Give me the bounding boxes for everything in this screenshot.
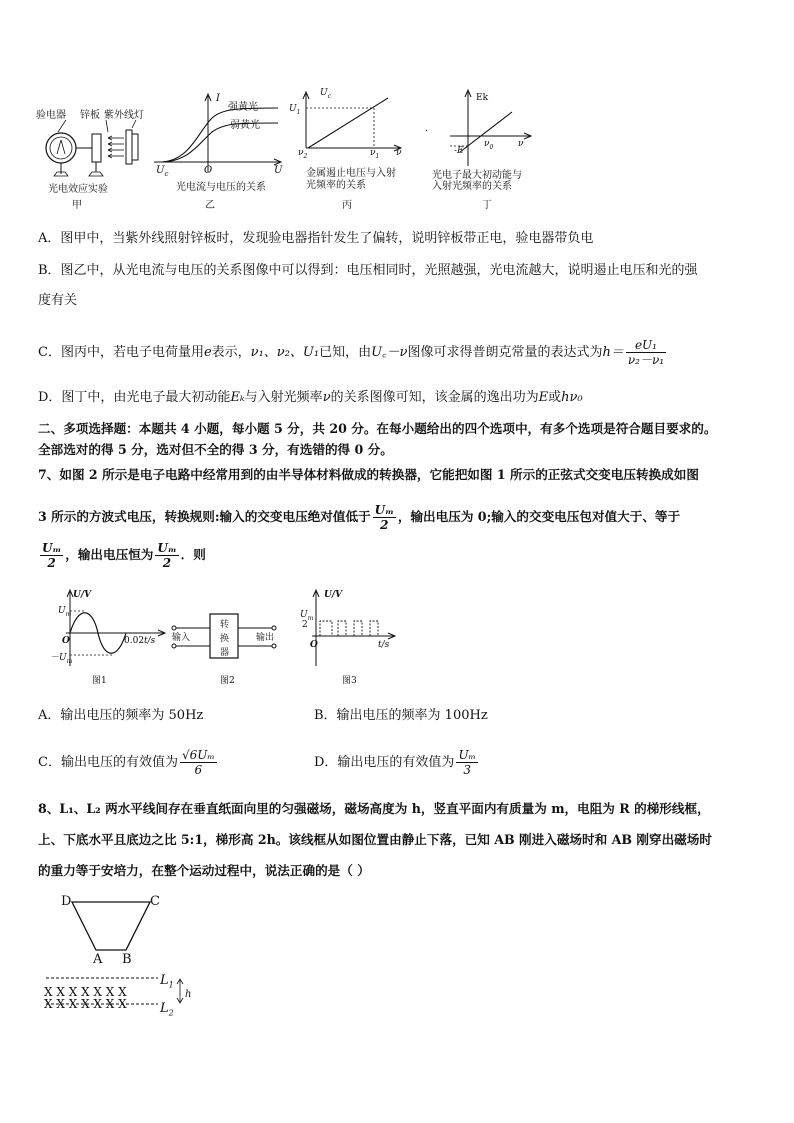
fig-yi-origin: O bbox=[204, 165, 213, 176]
q7-stem-line3 bbox=[38, 541, 206, 570]
q7-stem-line2 bbox=[38, 503, 680, 532]
q7-d-fraction: $\frac{\text{Uₘ}}{3}$ bbox=[458, 748, 476, 777]
q6-c-fraction: $\frac{\text{eU₁}}{\text{ν₂－ν₁}}$ bbox=[627, 338, 665, 367]
q7-fig3-caption: 图3 bbox=[342, 676, 357, 686]
fig-jia-caption: 光电效应实验 bbox=[48, 184, 108, 195]
q7-fig1-t-value: 0.02 bbox=[124, 636, 145, 646]
q7-fig1-caption: 图1 bbox=[92, 676, 107, 686]
fig-yi-caption: 光电流与电压的关系 bbox=[176, 182, 266, 193]
q7-fig2-box-char-3: 器 bbox=[220, 648, 230, 658]
q6-option-c bbox=[38, 338, 668, 367]
q6-d-text-3: 的关系图像可知，该金属的逸出功为 bbox=[330, 390, 539, 405]
fig-ding-axis-ek: Ek bbox=[476, 93, 489, 103]
q7-c-text: C．输出电压的有效值为 bbox=[38, 755, 178, 770]
fig-jia-label-uv-lamp: 紫外线灯 bbox=[104, 110, 144, 121]
q7-option-c bbox=[38, 748, 219, 777]
q7-option-a: A．输出电压的频率为 50Hz bbox=[38, 708, 204, 723]
fig-jia-label-electroscope: 验电器 bbox=[36, 110, 66, 121]
q7-fig1-origin: O bbox=[62, 636, 70, 646]
q8-label-h: h bbox=[185, 989, 192, 1000]
fig-yi-weak-label: 弱黄光 bbox=[230, 120, 260, 131]
q6-c-text-2: 表示， bbox=[211, 345, 251, 360]
q7-half-um-fraction-2: $\frac{\text{Uₘ}}{2}$ bbox=[42, 541, 62, 570]
q6-c-h: h＝ bbox=[602, 345, 624, 360]
q6-d-ek: Eₖ bbox=[230, 390, 245, 405]
fig-bing-caption-1: 金属遏止电压与入射 bbox=[306, 168, 396, 179]
q7-stem-line1: 7、如图 2 所示是电子电路中经常用到的由半导体材料做成的转换器，它能把如图 1 所示的正弦式交变电压转换成如图 bbox=[38, 467, 699, 482]
q6-d-text-2: 与入射光频率 bbox=[244, 390, 323, 405]
q6-d-v: ν bbox=[322, 390, 331, 405]
separator-dot: · bbox=[425, 126, 429, 137]
q6-c-text-3: 已知，由 bbox=[319, 345, 372, 360]
q8-vertex-c: C bbox=[150, 894, 160, 909]
q8-label-l1: $L_1$ bbox=[160, 973, 174, 990]
q7-half-um-fraction-3: $\frac{\text{Uₘ}}{2}$ bbox=[157, 541, 177, 570]
fig-yi-label: 乙 bbox=[205, 200, 215, 211]
fig-jia-label-zinc: 锌板 bbox=[80, 110, 100, 121]
q7-fig3-origin: O bbox=[310, 640, 318, 650]
q6-c-e: e bbox=[203, 345, 212, 360]
q8-stem-line3: 的重力等于安培力，在整个运动过程中，说法正确的是（ ） bbox=[38, 863, 370, 878]
q6-option-a: A．图甲中，当紫外线照射锌板时，发现验电器指针发生了偏转，说明锌板带正电，验电器带负电 bbox=[38, 231, 594, 246]
q7-line3-text-2: ．则 bbox=[180, 547, 206, 562]
fig-ding-v0: $\nu_0$ bbox=[484, 139, 494, 151]
fig-jia-label: 甲 bbox=[72, 200, 82, 211]
q7-fig1-neg-um: $-U_m$ bbox=[50, 653, 73, 665]
q7-option-b: B．输出电压的频率为 100Hz bbox=[314, 708, 488, 723]
q6-d-or: 或 bbox=[548, 390, 562, 405]
fig-ding-neg-e: -E bbox=[454, 146, 464, 156]
q7-fig2-box-char-2: 换 bbox=[220, 634, 230, 644]
section2-instructions-line2: 全部选对的得 5 分，选对但不全的得 3 分，有选错的得 0 分。 bbox=[38, 442, 393, 457]
q7-fig3-axis-u: U/V bbox=[324, 590, 343, 600]
q7-c-fraction: $\frac{\text{√6Uₘ}}{6}$ bbox=[181, 748, 215, 777]
q7-fig2-box-char-1: 转 bbox=[220, 620, 230, 630]
q7-fig3-um: $U_m$ bbox=[300, 610, 314, 622]
fig-yi-strong-label: 强黄光 bbox=[228, 102, 258, 113]
q6-d-e: E bbox=[538, 390, 549, 405]
fig-bing-label: 丙 bbox=[342, 200, 352, 211]
q6-c-vars: ν₁、ν₂、U₁ bbox=[250, 345, 320, 360]
q7-fig3-square-wave-graph bbox=[298, 588, 398, 668]
q8-field-row-1: X X X X X X X bbox=[44, 985, 127, 999]
q6-option-d bbox=[38, 389, 583, 407]
q6-d-hv: hν₀ bbox=[561, 390, 583, 405]
q8-vertex-b: B bbox=[122, 952, 132, 967]
q8-vertex-a: A bbox=[93, 952, 103, 967]
q8-field-row-2: X X X X X X X bbox=[44, 997, 127, 1011]
fig-yi-uc: $U_c$ bbox=[156, 165, 169, 178]
q7-line3-text-1: ，输出电压恒为 bbox=[65, 547, 154, 562]
q6-c-uv: U꜀－ν bbox=[371, 345, 408, 360]
q7-fig1-um: $U_m$ bbox=[58, 606, 72, 618]
fig-ding-label: 丁 bbox=[482, 200, 492, 211]
fig-bing-graph bbox=[298, 90, 408, 155]
q8-stem-line1: 8、L₁、L₂ 两水平线间存在垂直纸面向里的匀强磁场，磁场高度为 h，竖直平面内有质量为 m，电阻为 R 的梯形线框， bbox=[38, 801, 710, 816]
fig-bing-caption-2: 光频率的关系 bbox=[306, 180, 366, 191]
fig-ding-caption-2: 入射光频率的关系 bbox=[432, 181, 512, 192]
q6-c-text-1: C．图丙中，若电子电荷量用 bbox=[38, 345, 204, 360]
q6-option-b-line1: B．图乙中，从光电流与电压的关系图像中可以得到：电压相同时，光照越强，光电流越大，说明遏止电压和光的强 bbox=[38, 263, 698, 278]
q8-vertex-d: D bbox=[61, 894, 72, 909]
q7-line2-text-1: 3 所示的方波式电压，转换规则:输入的交变电压绝对值低于 bbox=[38, 509, 371, 524]
fig-ding-graph bbox=[446, 88, 536, 168]
fig-yi-axis-i: I bbox=[216, 93, 220, 104]
q7-half-um-fraction-1: $\frac{\text{Uₘ}}{2}$ bbox=[374, 503, 394, 532]
q7-fig2-input-label: 输入 bbox=[172, 633, 191, 643]
fig-bing-v2: $\nu_2$ bbox=[298, 148, 308, 160]
q7-fig1-axis-u: U/V bbox=[73, 590, 92, 600]
fig-jia-apparatus bbox=[36, 120, 156, 182]
q6-option-b-line2: 度有关 bbox=[38, 293, 78, 308]
section2-instructions-line1: 二、多项选择题：本题共 4 小题，每小题 5 分，共 20 分。在每小题给出的四个选项中，有多个选项是符合题目要求的。 bbox=[38, 421, 717, 436]
fig-ding-caption-1: 光电子最大初动能与 bbox=[432, 170, 522, 181]
q7-fig3-two: 2 bbox=[302, 620, 308, 630]
q8-label-l2: $L_2$ bbox=[160, 1001, 174, 1018]
fig-yi-axis-u: U bbox=[274, 165, 283, 176]
q7-d-text: D．输出电压的有效值为 bbox=[314, 755, 455, 770]
q7-line2-text-2: ，输出电压为 0;输入的交变电压包对值大于、等于 bbox=[397, 509, 681, 524]
q6-d-text-1: D．图丁中，由光电子最大初动能 bbox=[38, 390, 231, 405]
q7-option-d bbox=[314, 748, 480, 777]
q7-fig1-axis-t: t/s bbox=[144, 636, 156, 646]
q8-stem-line2: 上、下底水平且底边之比 5:1，梯形高 2h。该线框从如图位置由静止下落，已知 AB 刚进入磁场时和 AB 刚穿出磁场时 bbox=[38, 832, 712, 847]
fig-ding-axis-v: ν bbox=[518, 139, 524, 149]
fig-bing-axis-uc: $U_c$ bbox=[320, 88, 331, 100]
q7-fig2-caption: 图2 bbox=[220, 676, 235, 686]
q7-fig2-output-label: 输出 bbox=[256, 633, 275, 643]
fig-bing-axis-v: ν bbox=[396, 148, 402, 158]
q6-c-text-4: 图像可求得普朗克常量的表达式为 bbox=[407, 345, 603, 360]
q7-fig3-axis-t: t/s bbox=[378, 640, 390, 650]
fig-bing-u1: $U_1$ bbox=[289, 104, 301, 116]
fig-bing-v1: $\nu_1$ bbox=[370, 148, 380, 160]
